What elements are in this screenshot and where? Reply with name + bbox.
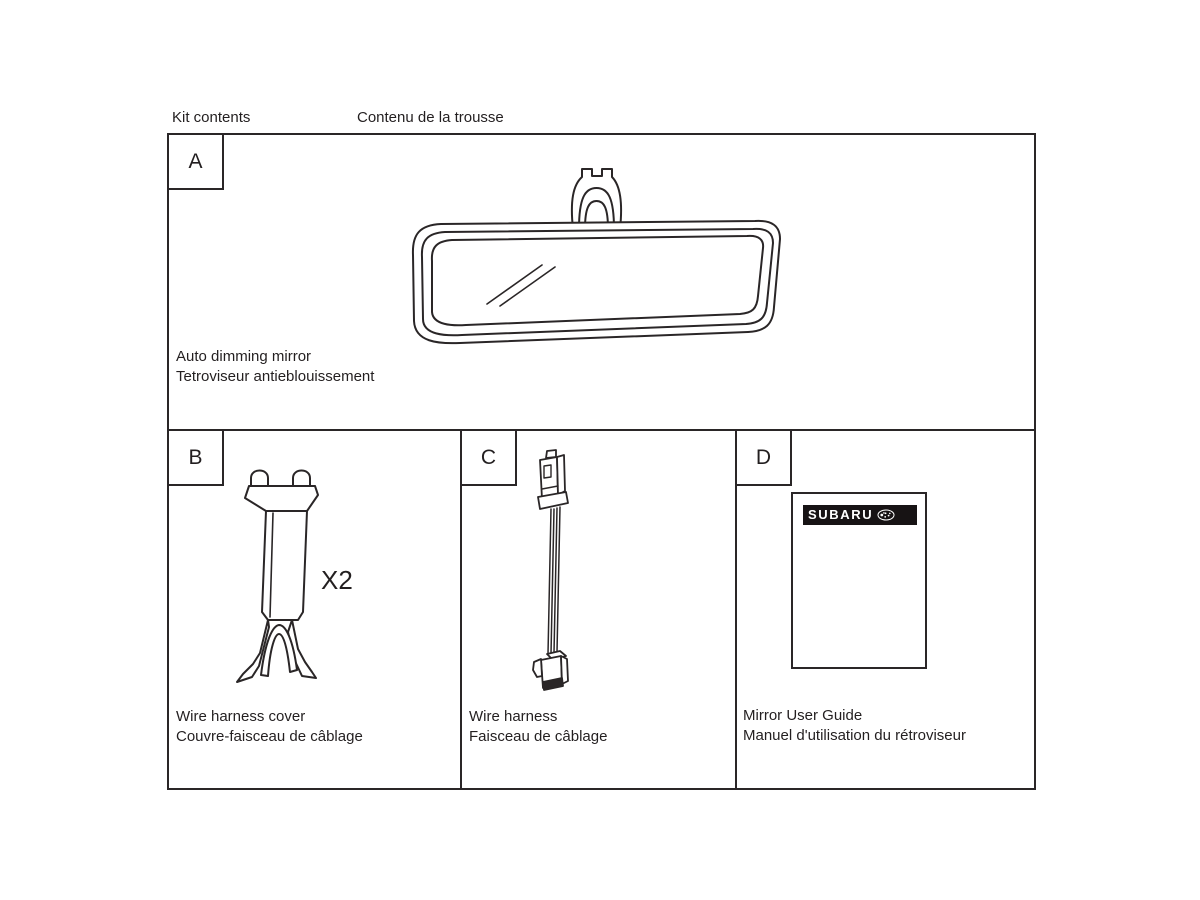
caption-d-fr: Manuel d'utilisation du rétroviseur	[743, 727, 966, 744]
caption-wire-harness	[469, 707, 607, 747]
caption-wire-harness-cover	[176, 707, 363, 747]
item-letter-b: B	[188, 445, 203, 469]
kit-contents-table	[167, 133, 1036, 790]
quantity-x2: X2	[321, 565, 353, 595]
item-letter-c: C	[480, 445, 497, 469]
subaru-logo-text: SUBARU	[808, 507, 874, 522]
item-letter-d: D	[755, 445, 772, 469]
cover-yoke	[245, 486, 318, 511]
label-box-c	[462, 431, 517, 486]
subaru-logo-bar	[803, 505, 917, 525]
caption-mirror-user-guide	[743, 706, 966, 746]
caption-auto-dimming-mirror	[176, 347, 374, 387]
label-box-d	[737, 431, 792, 486]
harness-top-connector-front	[540, 457, 558, 499]
user-guide-booklet	[791, 492, 927, 669]
kit-contents-title-fr: Contenu de la trousse	[357, 109, 504, 126]
wire-harness-cover-illustration	[229, 455, 379, 690]
wire-harness-illustration	[517, 443, 593, 695]
cover-body	[262, 511, 307, 620]
caption-d-en: Mirror User Guide	[743, 707, 863, 724]
label-box-b	[169, 431, 224, 486]
item-letter-a: A	[188, 149, 203, 173]
caption-a-en: Auto dimming mirror	[176, 348, 312, 365]
caption-c-fr: Faisceau de câblage	[469, 728, 608, 745]
row-divider	[169, 429, 1034, 431]
caption-b-en: Wire harness cover	[176, 708, 306, 725]
caption-c-en: Wire harness	[469, 708, 558, 725]
auto-dimming-mirror-illustration	[397, 145, 821, 357]
caption-b-fr: Couvre-faisceau de câblage	[176, 728, 363, 745]
harness-ribbon	[548, 507, 560, 654]
harness-top-connector-side	[557, 455, 565, 495]
kit-contents-title-en: Kit contents	[172, 109, 251, 126]
subaru-star-cluster-icon	[877, 509, 895, 521]
harness-bottom-latch	[533, 659, 542, 677]
caption-a-fr: Tetroviseur antieblouissement	[176, 368, 375, 385]
label-box-a	[169, 135, 224, 190]
